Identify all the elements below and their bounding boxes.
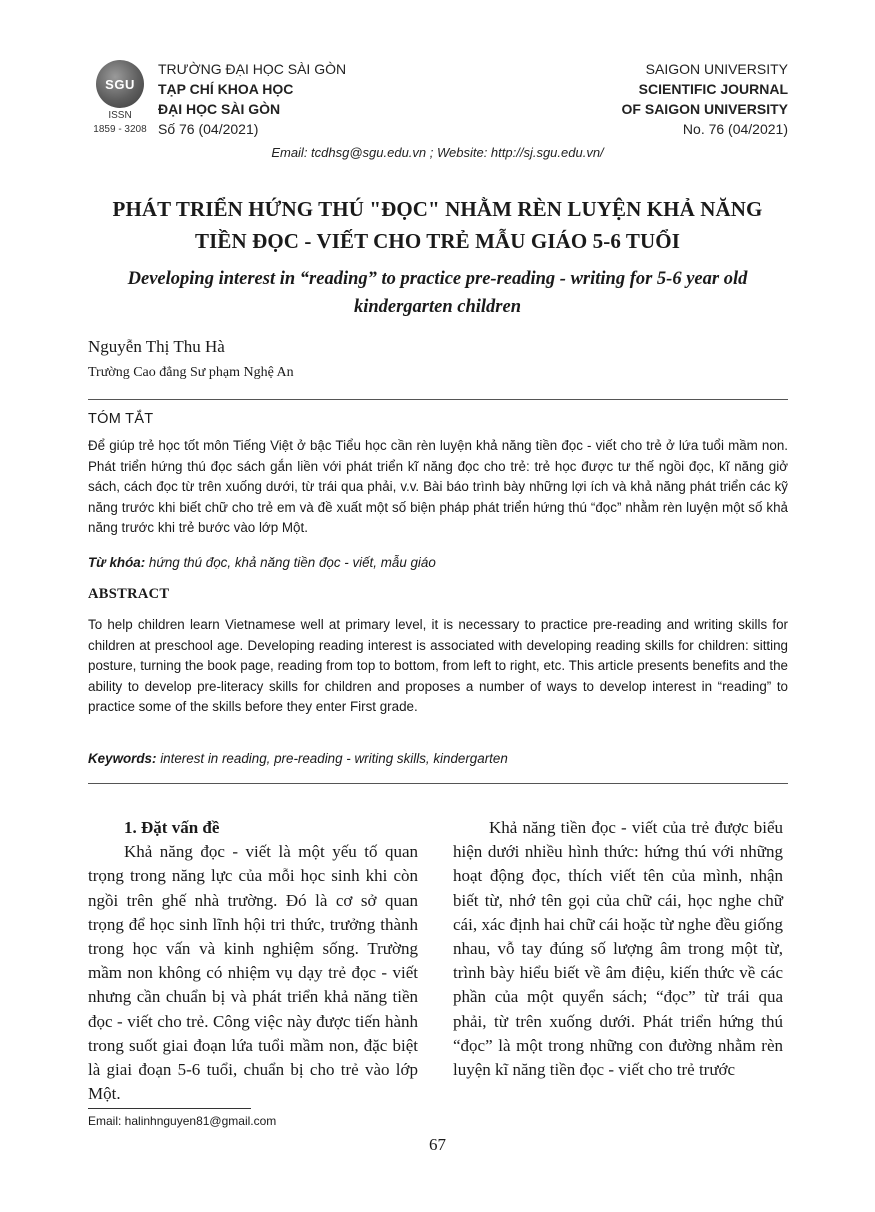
footnote-divider (88, 1108, 251, 1109)
author-affiliation: Trường Cao đẳng Sư phạm Nghệ An (88, 365, 294, 380)
header-journal-en: SCIENTIFIC JOURNAL (638, 81, 788, 97)
abstract-heading: ABSTRACT (88, 586, 170, 602)
summary-heading: TÓM TẮT (88, 411, 154, 427)
logo-text: SGU (105, 76, 135, 92)
author-email-footnote: Email: halinhnguyen81@gmail.com (88, 1114, 277, 1128)
abstract-text: To help children learn Vietnamese well at primary level, it is necessary to practice pre-reading and writing skills for children at preschool age. Developing reading interest is associated with developing reading skills for children: sitting posture, turning the book page, reading from top to bottom, from left to right, etc. This article presents benefits and the ability to develop pre-literacy skills for children and proposes a number of ways to develop interest in “reading” to practice some of the skills before they enter First grade. (88, 617, 788, 715)
keywords-en-label: Keywords: (88, 751, 157, 766)
keywords-vi-value: hứng thú đọc, khả năng tiền đọc - viết, mẫu giáo (148, 555, 436, 570)
summary-text: Để giúp trẻ học tốt môn Tiếng Việt ở bậc Tiểu học cần rèn luyện khả năng tiền đọc - viết cho trẻ ở lứa tuổi mầm non. Phát triển hứng thú đọc sách gắn liền với phát triển kĩ năng đọc cho trẻ: trẻ học được tư thế ngồi đọc, kĩ năng giở sách, cách đọc từ trên xuống dưới, từ trái qua phải, v.v. Bài báo trình bày những lợi ích và khả năng phát triển các kỹ năng trước khi biết chữ cho trẻ em và đề xuất một số biện pháp phát triển hứng thú “đọc” nhằm rèn luyện một số khả năng trước khi trẻ bước vào lớp Một. (88, 438, 788, 536)
header-issue-en: No. 76 (04/2021) (682, 121, 788, 137)
article-title-vi (80, 193, 795, 257)
issn-label: ISSN (108, 110, 132, 121)
header-journal-vi: TẠP CHÍ KHOA HỌC (158, 81, 294, 97)
body-paragraph: Khả năng đọc - viết là một yếu tố quan trọng trong năng lực của mỗi học sinh khi còn ngồi trên ghế nhà trường. Đó là cơ sở quan trọng để học sinh lĩnh hội tri thức, trưởng thành trong học vấn và kinh nghiệm sống. Trường mầm non không có nhiệm vụ dạy trẻ đọc - viết nhưng cần chuẩn bị và phát triển khả năng tiền đọc - viết cho trẻ. Công việc này được tiến hành trong suốt giai đoạn lứa tuổi mầm non, đặc biệt là giai đoạn 5-6 tuổi, chuẩn bị cho trẻ vào lớp Một. (88, 842, 418, 1104)
keywords-en (88, 751, 788, 766)
header-university-en: SAIGON UNIVERSITY (645, 61, 788, 77)
body-column-left (88, 816, 418, 1106)
keywords-vi-label: Từ khóa: (88, 555, 146, 570)
sgu-seal-icon (96, 60, 144, 108)
header-journal-en-2: OF SAIGON UNIVERSITY (621, 101, 788, 117)
title-vi-line-2: TIỀN ĐỌC - VIẾT CHO TRẺ MẪU GIÁO 5-6 TUỔI (194, 229, 681, 253)
page-number: 67 (429, 1135, 446, 1154)
section-1-heading: 1. Đặt vấn đề (124, 818, 220, 837)
article-title-en (80, 265, 795, 321)
header-university-vi: TRƯỜNG ĐẠI HỌC SÀI GÒN (158, 61, 347, 77)
journal-header (88, 56, 788, 146)
issn-number: 1859 - 3208 (93, 124, 147, 135)
header-journal-vi-2: ĐẠI HỌC SÀI GÒN (158, 101, 281, 117)
header-right-block (622, 59, 788, 139)
title-vi-line-1: PHÁT TRIỂN HỨNG THÚ "ĐỌC" NHẰM RÈN LUYỆN KHẢ NĂNG (112, 197, 763, 221)
university-logo (88, 60, 152, 136)
body-paragraph: Khả năng tiền đọc - viết của trẻ được biểu hiện dưới nhiều hình thức: hứng thú với những hoạt động đọc, thích viết tên của mình, nhận biết từ, nhớ tên gọi của chữ cái, học nghe chữ cái, xác định hai chữ cái hoặc từ nghe đều giống nhau, vỗ tay đúng số lượng âm trong một từ, trình bày hiểu biết về âm điệu, kiến thức về các phần của một quyển sách; “đọc” từ trái qua phải, từ trên xuống dưới. Phát triển hứng thú “đọc” là một trong những con đường nhằm rèn luyện kĩ năng tiền đọc - viết cho trẻ trước (453, 818, 783, 1080)
body-column-right (453, 816, 783, 1082)
title-en-line-1: Developing interest in “reading” to practice pre-reading - writing for 5-6 year old (127, 269, 748, 289)
author-name: Nguyễn Thị Thu Hà (88, 337, 225, 356)
divider-top (88, 399, 788, 400)
keywords-vi (88, 555, 788, 570)
keywords-en-value: interest in reading, pre-reading - writing skills, kindergarten (160, 751, 508, 766)
header-issue-vi: Số 76 (04/2021) (158, 121, 259, 137)
divider-bottom (88, 783, 788, 784)
header-left-block (158, 59, 346, 139)
title-en-line-2: kindergarten children (353, 297, 522, 317)
journal-contact: Email: tcdhsg@sgu.edu.vn ; Website: http://sj.sgu.edu.vn/ (271, 145, 604, 160)
